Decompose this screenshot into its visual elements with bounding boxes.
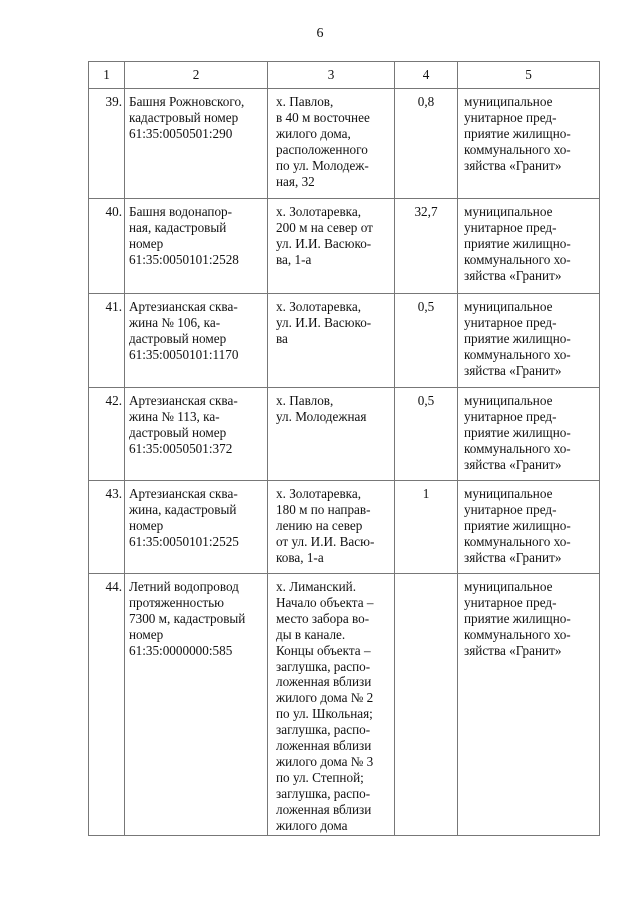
table-row xyxy=(89,574,600,836)
value-cell xyxy=(395,199,458,294)
location-cell xyxy=(268,481,395,574)
object-name: Артезианская сква- жина, кадастровый номер 61:35:0050101:2525 xyxy=(129,486,239,549)
table-row xyxy=(89,199,600,294)
location: х. Лиманский. Начало объекта – место забора во- ды в канале. Концы объекта – заглушка, распо- ложенная вблизи жилого дома № 2 по ул. Школьная; заглушка, распо- ложенная вблизи жилого дома № 3 по ул. Степной; заглушка, распо- ложенная вблизи жилого дома xyxy=(276,579,374,833)
location: х. Золотаревка, 200 м на север от ул. И.И. Васюко- ва, 1-а xyxy=(276,204,373,267)
holder-cell xyxy=(458,294,600,388)
row-number: 42. xyxy=(105,393,122,408)
value: 0,5 xyxy=(417,393,435,408)
holder-cell xyxy=(458,481,600,574)
location-cell xyxy=(268,388,395,481)
value-cell xyxy=(395,89,458,199)
object-name: Башня водонапор- ная, кадастровый номер 61:35:0050101:2528 xyxy=(129,204,239,267)
row-number: 43. xyxy=(105,486,122,501)
value: 1 xyxy=(422,486,430,501)
table-row xyxy=(89,481,600,574)
holder: муниципальное унитарное пред- приятие жилищно- коммунального хо- зяйства «Гранит» xyxy=(464,393,571,472)
location: х. Павлов, ул. Молодежная xyxy=(276,393,367,424)
holder-cell xyxy=(458,388,600,481)
page-number: 6 xyxy=(316,26,324,41)
object-name-cell xyxy=(125,574,268,836)
object-name: Летний водопровод протяженностью 7300 м, кадастровый номер 61:35:0000000:585 xyxy=(129,579,246,658)
row-number: 40. xyxy=(105,204,122,219)
object-name: Башня Рожновского, кадастровый номер 61:35:0050501:290 xyxy=(129,94,245,141)
value: 0,8 xyxy=(417,94,435,109)
row-number-cell xyxy=(89,481,125,574)
location-cell xyxy=(268,574,395,836)
property-table xyxy=(88,61,600,836)
row-number-cell xyxy=(89,388,125,481)
value-cell xyxy=(395,388,458,481)
row-number-cell xyxy=(89,574,125,836)
row-number-cell xyxy=(89,89,125,199)
row-number: 44. xyxy=(105,579,122,594)
object-name-cell xyxy=(125,199,268,294)
row-number: 41. xyxy=(105,299,122,314)
column-header: 4 xyxy=(395,62,458,89)
table-row xyxy=(89,89,600,199)
object-name-cell xyxy=(125,388,268,481)
column-header: 3 xyxy=(268,62,395,89)
location: х. Павлов, в 40 м восточнее жилого дома, расположенного по ул. Молодеж- ная, 32 xyxy=(276,94,370,189)
table-header-row xyxy=(89,62,600,89)
holder: муниципальное унитарное пред- приятие жилищно- коммунального хо- зяйства «Гранит» xyxy=(464,579,571,658)
holder-cell xyxy=(458,574,600,836)
table-row xyxy=(89,294,600,388)
location: х. Золотаревка, ул. И.И. Васюко- ва xyxy=(276,299,372,346)
value: 32,7 xyxy=(414,204,438,219)
holder: муниципальное унитарное пред- приятие жилищно- коммунального хо- зяйства «Гранит» xyxy=(464,299,571,378)
row-number: 39. xyxy=(105,94,122,109)
column-header: 1 xyxy=(89,62,125,89)
object-name-cell xyxy=(125,294,268,388)
table-row xyxy=(89,388,600,481)
location: х. Золотаревка, 180 м по направ- лению на север от ул. И.И. Васю- кова, 1-а xyxy=(276,486,375,565)
column-header: 5 xyxy=(458,62,600,89)
value-cell xyxy=(395,481,458,574)
object-name-cell xyxy=(125,481,268,574)
location-cell xyxy=(268,294,395,388)
value-cell xyxy=(395,294,458,388)
holder-cell xyxy=(458,89,600,199)
row-number-cell xyxy=(89,199,125,294)
value: 0,5 xyxy=(417,299,435,314)
holder: муниципальное унитарное пред- приятие жилищно- коммунального хо- зяйства «Гранит» xyxy=(464,486,571,565)
value-cell xyxy=(395,574,458,836)
holder: муниципальное унитарное пред- приятие жилищно- коммунального хо- зяйства «Гранит» xyxy=(464,94,571,173)
holder-cell xyxy=(458,199,600,294)
object-name-cell xyxy=(125,89,268,199)
holder: муниципальное унитарное пред- приятие жилищно- коммунального хо- зяйства «Гранит» xyxy=(464,204,571,283)
object-name: Артезианская сква- жина № 106, ка- дастровый номер 61:35:0050101:1170 xyxy=(129,299,239,362)
location-cell xyxy=(268,89,395,199)
column-header: 2 xyxy=(125,62,268,89)
object-name: Артезианская сква- жина № 113, ка- дастровый номер 61:35:0050501:372 xyxy=(129,393,238,456)
row-number-cell xyxy=(89,294,125,388)
location-cell xyxy=(268,199,395,294)
